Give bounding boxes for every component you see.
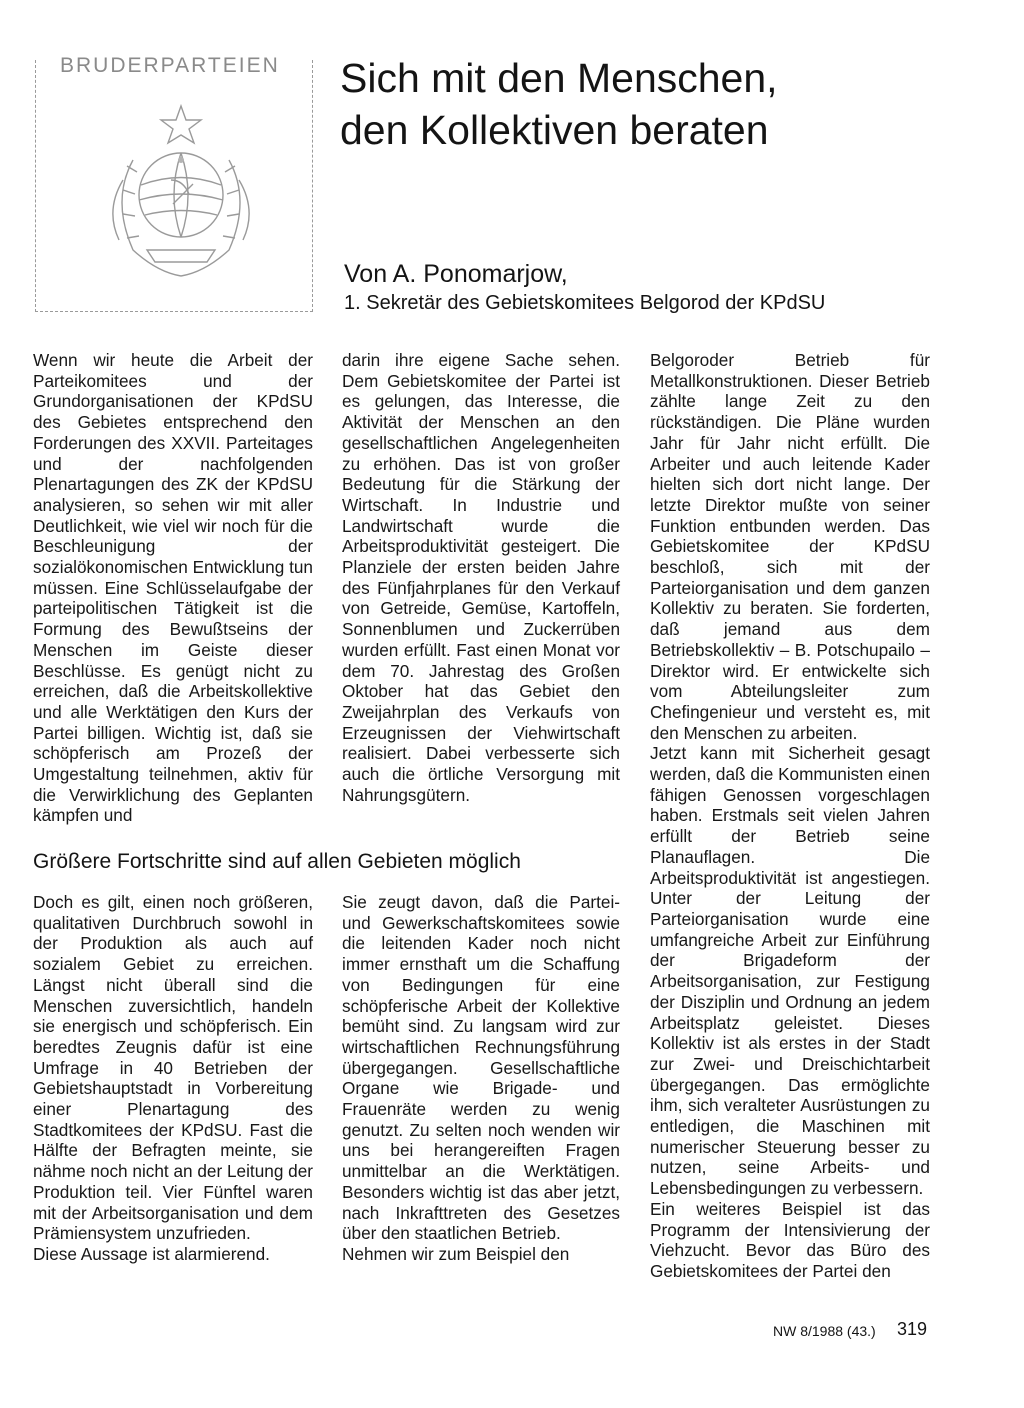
section2-column1: [33, 892, 313, 1265]
paragraph: Belgoroder Betrieb für Metallkonstruktionen. Dieser Betrieb zählte lange Zeit zu den rückständigen. Die Pläne wurden Jahr für Jahr nicht erfüllt. Die Arbeiter und auch leitende Kader hielten sich dort nicht lange. Der letzte Direktor mußte von seiner Funktion entbunden werden. Das Gebietskomitee der KPdSU beschloß, sich mit der Parteiorganisation und dem ganzen Kollektiv zu beraten. Sie forderten, daß jemand aus dem Betriebskollektiv – B. Potschupailo – Direktor wird. Er entwickelte sich vom Abteilungsleiter zum Chefingenieur und versteht es, mit den Menschen zu arbeiten.: [650, 350, 930, 743]
paragraph: Diese Aussage ist alarmierend.: [33, 1243, 270, 1264]
title-line-1: Sich mit den Menschen,: [340, 55, 778, 101]
section-subheading: Größere Fortschritte sind auf allen Gebieten möglich: [33, 850, 521, 873]
section1-column1: [33, 350, 313, 826]
author-name: Von A. Ponomarjow,: [344, 260, 568, 288]
paragraph: Nehmen wir zum Beispiel den: [342, 1243, 570, 1264]
author-role: 1. Sekretär des Gebietskomitees Belgorod der KPdSU: [344, 292, 826, 314]
rubric-label: BRUDERPARTEIEN: [56, 54, 284, 78]
title-line-2: den Kollektiven beraten: [340, 107, 769, 153]
column3: [650, 350, 930, 1282]
paragraph: Wenn wir heute die Arbeit der Parteikomitees und der Grundorganisationen der KPdSU des Gebietes entsprechend den Forderungen des XXVII. Parteitages und der nachfolgenden Plenartagungen des ZK der KPdSU analysieren, so sehen wir mit aller Deutlichkeit, wie viel wir noch für die Beschleunigung der sozialökonomischen Entwicklung tun müssen. Eine Schlüsselaufgabe der parteipolitischen Tätigkeit ist die Formung des Bewußtseins der Menschen im Geiste dieser Beschlüsse. Es genügt nicht zu erreichen, daß die Arbeitskollektive und alle Werktätigen den Kurs der Partei billigen. Wichtig ist, daß sie schöpferisch am Prozeß der Umgestaltung teilnehmen, aktiv für die Verwirklichung des Geplanten kämpfen und: [33, 350, 313, 826]
paragraph: Jetzt kann mit Sicherheit gesagt werden, daß die Kommunisten einen fähigen Genossen vorgeschlagen haben. Erstmals seit vielen Jahren erfüllt der Betrieb seine Planauflagen. Die Arbeitsproduktivität ist angestiegen. Unter der Leitung der Parteiorganisation wurde eine umfangreiche Arbeit zur Einführung der Brigadeform der Arbeitsorganisation, zur Festigung der Disziplin und Ordnung an jedem Arbeitsplatz geleistet. Dieses Kollektiv ist als erstes in der Stadt zur Zwei- und Dreischichtarbeit übergegangen. Das ermöglichte ihm, sich veralteter Ausrüstungen zu entledigen, die Maschinen mit numerischer Steuerung besser zu nutzen, seine Arbeits- und Lebensbedingungen zu verbessern.: [650, 743, 930, 1199]
section1-column2: [342, 350, 620, 805]
paragraph: Sie zeugt davon, daß die Partei- und Gewerkschaftskomitees sowie die leitenden Kader noch nicht immer ernsthaft um die Schaffung von Bedingungen für eine schöpferische Arbeit der Kollektive bemüht sind. Zu langsam wird zur wirtschaftlichen Rechnungsführung übergegangen. Gesellschaftliche Organe wie Brigade- und Frauenräte werden zu wenig genutzt. Zu selten noch wenden wir uns bei herangereiften Fragen unmittelbar an die Werktätigen. Besonders wichtig ist das aber jetzt, nach Inkrafttreten des Gesetzes über den staatlichen Betrieb.: [342, 892, 620, 1244]
article-title: [340, 52, 778, 156]
paragraph: Doch es gilt, einen noch größeren, qualitativen Durchbruch sowohl in der Produktion als auch auf sozialem Gebiet zu erreichen. Längst nicht überall sind die Menschen zuversichtlich, handeln sie energisch und schöpferisch. Ein beredtes Zeugnis dafür ist eine Umfrage in 40 Betrieben der Gebietshauptstadt in Vorbereitung einer Plenartagung des Stadtkomitees der KPdSU. Fast die Hälfte der Befragten meinte, sie nähme noch nicht an der Leitung der Produktion teil. Vier Fünftel waren mit der Arbeitsorganisation und dem Prämiensystem unzufrieden.: [33, 892, 313, 1244]
state-emblem-icon: [97, 100, 265, 285]
section2-column2: [342, 892, 620, 1265]
paragraph: darin ihre eigene Sache sehen. Dem Gebietskomitee der Partei ist es gelungen, das Interesse, die Aktivität der Menschen an den gesellschaftlichen Angelegenheiten zu erhöhen. Das ist von großer Bedeutung für die Stärkung der Wirtschaft. In Industrie und Landwirtschaft wurde die Arbeitsproduktivität gesteigert. Die Planziele der ersten beiden Jahre des Fünfjahrplanes für den Verkauf von Getreide, Gemüse, Kartoffeln, Sonnenblumen und Zuckerrüben wurden erfüllt. Fast einen Monat vor dem 70. Jahrestag des Großen Oktober hat das Gebiet den Zweijahrplan des Verkaufs von Erzeugnissen der Viehwirtschaft realisiert. Dabei verbesserte sich auch die örtliche Versorgung mit Nahrungsgütern.: [342, 350, 620, 805]
page-number: 319: [897, 1319, 928, 1339]
issue-reference: NW 8/1988 (43.): [773, 1323, 876, 1339]
paragraph: Ein weiteres Beispiel ist das Programm der Intensivierung der Viehzucht. Bevor das Büro des Gebietskomitees der Partei den: [650, 1198, 930, 1281]
